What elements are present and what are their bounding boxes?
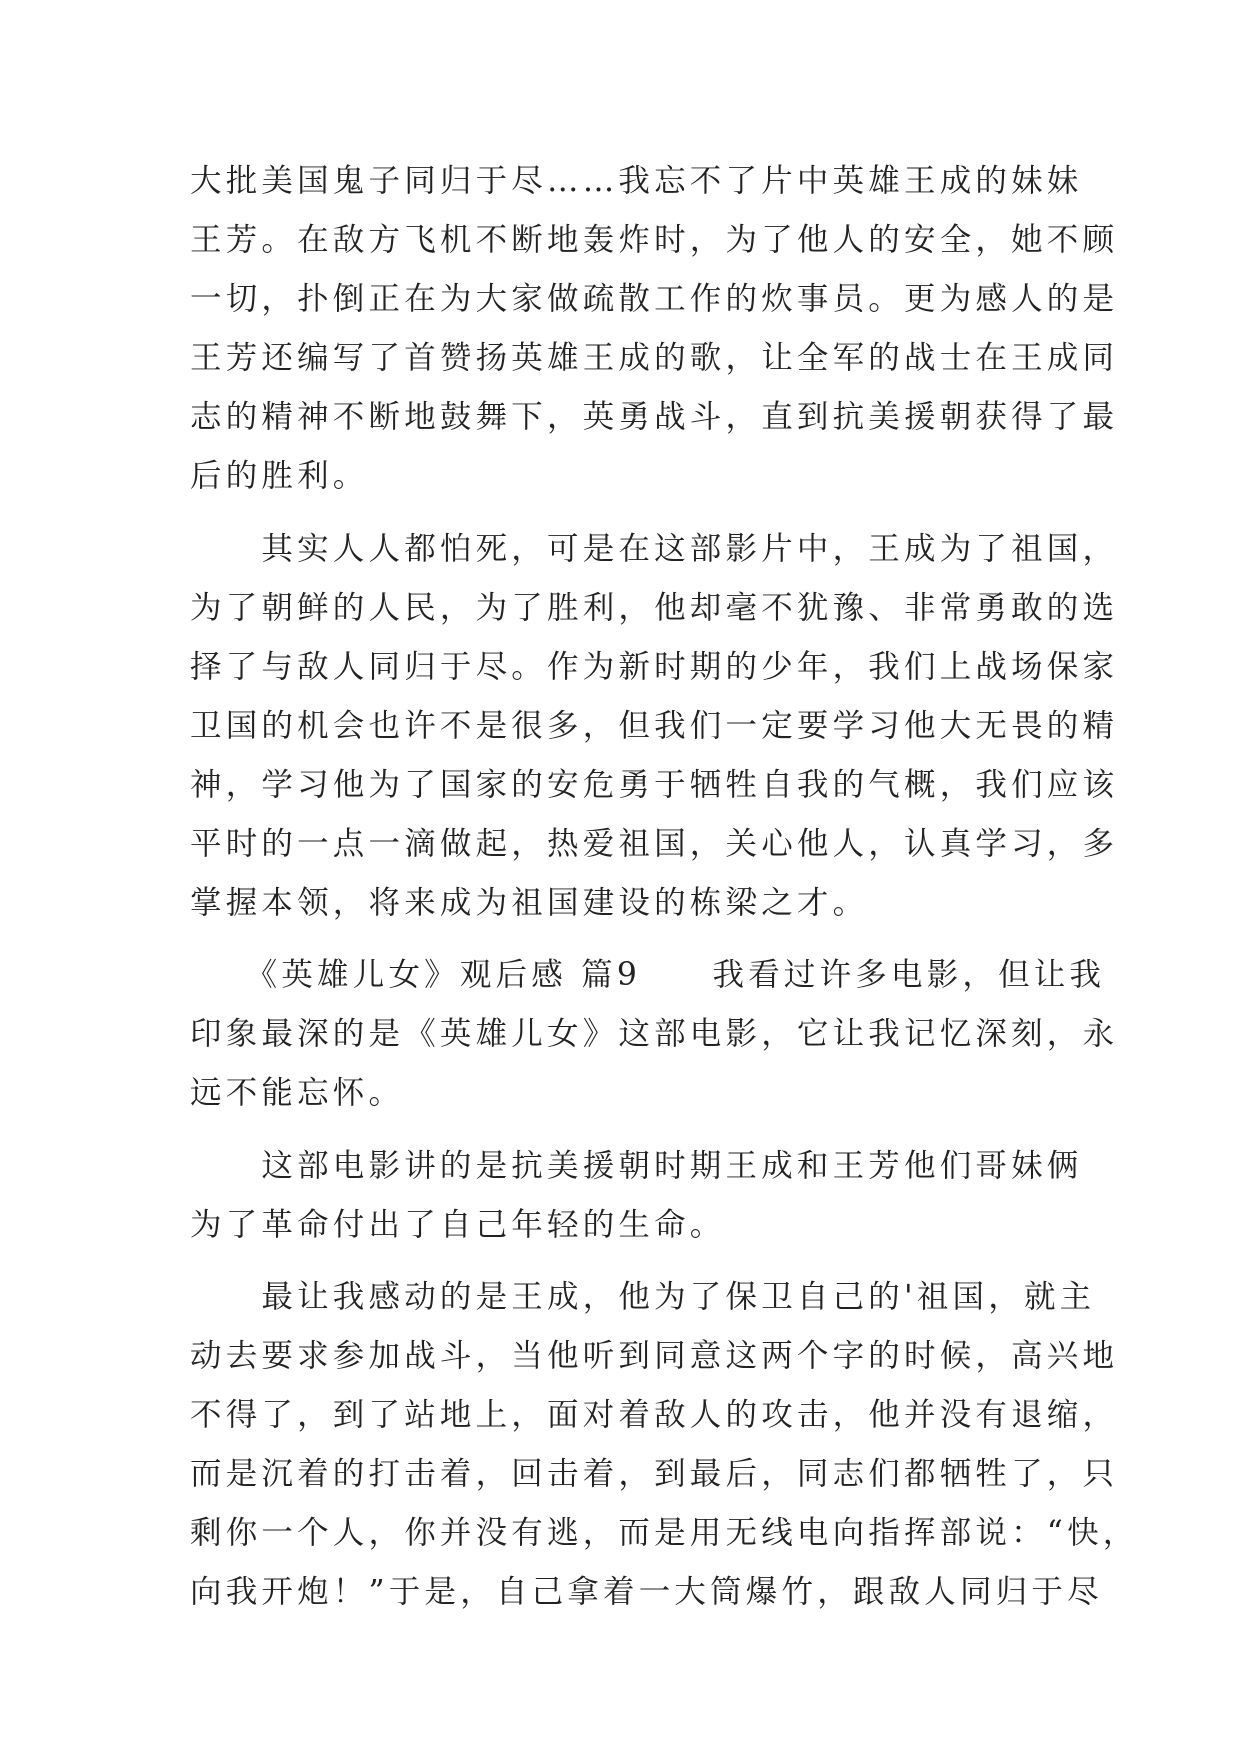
text-line: 择了与敌人同归于尽。作为新时期的少年，我们上战场保家	[190, 648, 1119, 685]
paragraph-spacing	[190, 507, 1056, 520]
text-line: 后的胜利。	[190, 458, 369, 495]
paragraph-spacing	[190, 1255, 1056, 1268]
text-line: 王芳还编写了首赞扬英雄王成的歌，让全军的战士在王成同	[190, 340, 1119, 377]
text-line: 这部电影讲的是抗美援朝时期王成和王芳他们哥妹俩	[190, 1147, 1083, 1184]
text-line: 不得了，到了站地上，面对着敌人的攻击，他并没有退缩，	[190, 1396, 1119, 1433]
text-line: 神，学习他为了国家的安危勇于牺牲自我的气概，我们应该	[190, 766, 1119, 803]
text-line: 远不能忘怀。	[190, 1075, 405, 1112]
document-body	[190, 152, 1139, 1622]
text-line: 印象最深的是《英雄儿女》这部电影，它让我记忆深刻，永	[190, 1016, 1119, 1053]
text-line: 掌握本领，将来成为祖国建设的栋梁之才。	[190, 885, 869, 922]
text-line: 一切，扑倒正在为大家做疏散工作的炊事员。更为感人的是	[190, 281, 1119, 318]
text-line: 向我开炮！”于是，自己拿着一大筒爆竹，跟敌人同归于尽	[190, 1574, 1103, 1611]
text-line: 最让我感动的是王成，他为了保卫自己的'祖国，就主	[190, 1278, 1096, 1315]
text-line: 其实人人都怕死，可是在这部影片中，王成为了祖国，	[190, 530, 1119, 567]
text-line: 卫国的机会也许不是很多，但我们一定要学习他大无畏的精	[190, 707, 1119, 744]
text-line: 为了革命付出了自己年轻的生命。	[190, 1206, 726, 1243]
text-line: 王芳。在敌方飞机不断地轰炸时，为了他人的安全，她不顾	[190, 222, 1119, 259]
paragraph-4	[190, 1137, 1083, 1255]
text-line: 为了朝鲜的人民，为了胜利，他却毫不犹豫、非常勇敢的选	[190, 589, 1119, 626]
text-line: 动去要求参加战斗，当他听到同意这两个字的时候，高兴地	[190, 1337, 1119, 1374]
text-line: 平时的一点一滴做起，热爱祖国，关心他人，认真学习，多	[190, 826, 1119, 863]
text-line: 剩你一个人，你并没有逃，而是用无线电向指挥部说：“快，	[190, 1515, 1139, 1552]
text-line: 志的精神不断地鼓舞下，英勇战斗，直到抗美援朝获得了最	[190, 399, 1119, 436]
text-line: 而是沉着的打击着，回击着，到最后，同志们都牺牲了，只	[190, 1455, 1119, 1492]
paragraph-spacing	[190, 933, 1056, 946]
text-line: 《英雄儿女》观后感 篇9 我看过许多电影，但让我	[190, 957, 1106, 994]
paragraph-3	[190, 946, 1119, 1123]
paragraph-5	[190, 1268, 1139, 1623]
paragraph-2	[190, 520, 1119, 934]
paragraph-1	[190, 152, 1119, 507]
paragraph-spacing	[190, 1124, 1056, 1137]
text-line: 大批美国鬼子同归于尽……我忘不了片中英雄王成的妹妹	[190, 163, 1083, 199]
